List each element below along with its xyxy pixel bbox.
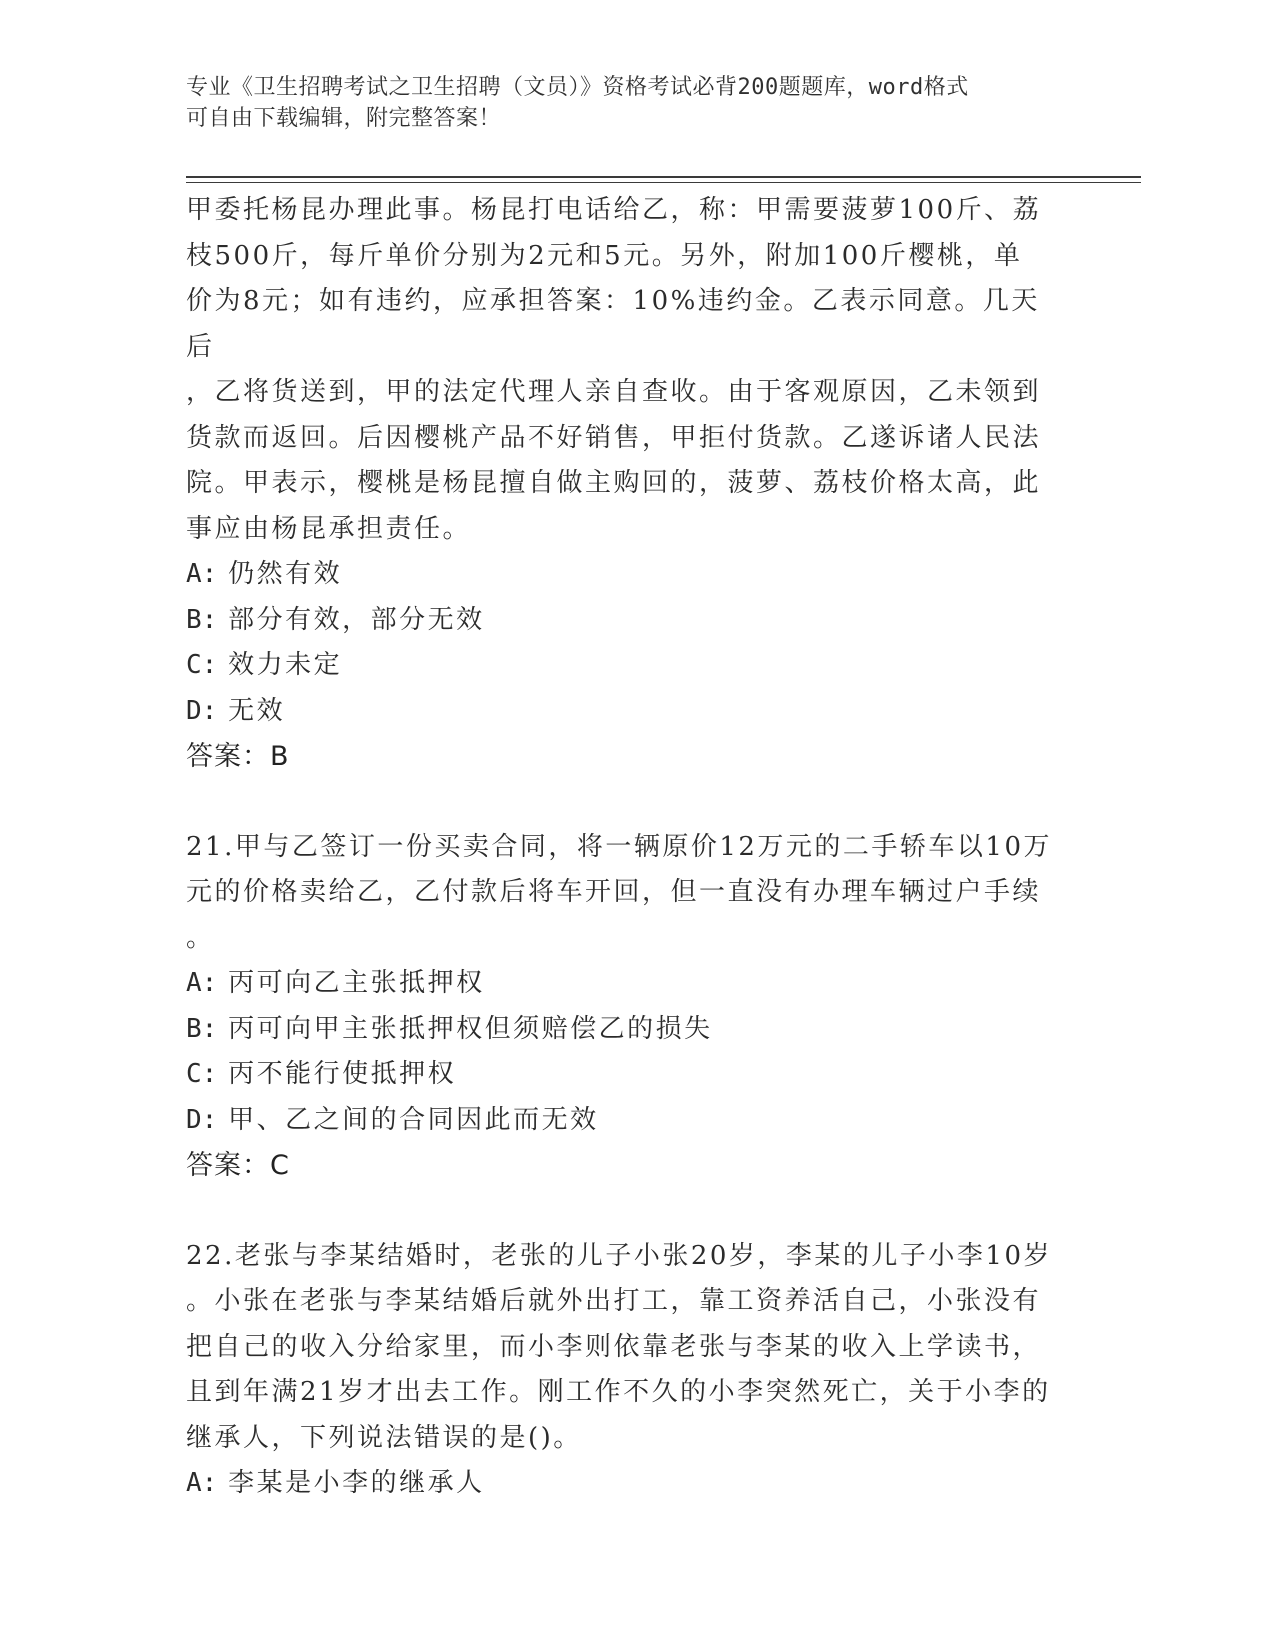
- question-stem-line: 枝500斤，每斤单价分别为2元和5元。另外，附加100斤樱桃，单: [186, 240, 1023, 271]
- option-b: B: 丙可向甲主张抵押权但须赔偿乙的损失: [186, 1013, 713, 1044]
- header-line-2: 可自由下载编辑，附完整答案！: [186, 106, 502, 131]
- option-a: A: 丙可向乙主张抵押权: [186, 968, 485, 998]
- option-a: A: 仍然有效: [186, 559, 343, 589]
- question-stem-line: 21.甲与乙签订一份买卖合同，将一辆原价12万元的二手轿车以10万: [186, 831, 1053, 862]
- question-stem-line: 。小张在老张与李某结婚后就外出打工，靠工资养活自己，小张没有: [186, 1286, 1042, 1316]
- question-stem-line: 货款而返回。后因樱桃产品不好销售，甲拒付货款。乙遂诉诸人民法: [186, 422, 1042, 453]
- question-block: [186, 1234, 1066, 1507]
- question-stem-line: 价为8元；如有违约，应承担答案：10%违约金。乙表示同意。几天后: [186, 286, 1040, 362]
- option-c: C: 丙不能行使抵押权: [186, 1059, 457, 1089]
- header-line-1: 专业《卫生招聘考试之卫生招聘（文员）》资格考试必背200题题库，word格式: [186, 75, 969, 100]
- document-header: [186, 72, 1066, 134]
- question-block: [186, 188, 1066, 780]
- question-stem-line: 继承人，下列说法错误的是()。: [186, 1422, 582, 1453]
- question-stem-line: 且到年满21岁才出去工作。刚工作不久的小李突然死亡，关于小李的: [186, 1377, 1051, 1407]
- option-d: D: 甲、乙之间的合同因此而无效: [186, 1104, 599, 1135]
- question-stem-line: 。: [186, 922, 215, 953]
- option-b: B: 部分有效，部分无效: [186, 604, 485, 635]
- question-stem-line: 事应由杨昆承担责任。: [186, 513, 472, 544]
- question-stem-line: 把自己的收入分给家里，而小李则依靠老张与李某的收入上学读书，: [186, 1331, 1042, 1362]
- question-block: [186, 825, 1066, 1189]
- answer-line: 答案：C: [186, 1150, 290, 1181]
- question-stem-line: 院。甲表示，樱桃是杨昆擅自做主购回的，菠萝、荔枝价格太高，此: [186, 468, 1042, 498]
- option-c: C: 效力未定: [186, 650, 343, 680]
- header-rule-thick: [186, 176, 1141, 178]
- option-d: D: 无效: [186, 695, 286, 726]
- question-stem-line: 22.老张与李某结婚时，老张的儿子小张20岁，李某的儿子小李10岁: [186, 1240, 1053, 1271]
- question-stem-line: ，乙将货送到，甲的法定代理人亲自查收。由于客观原因，乙未领到: [186, 377, 1042, 407]
- document-body: [186, 188, 1066, 1507]
- question-stem-line: 元的价格卖给乙，乙付款后将车开回，但一直没有办理车辆过户手续: [186, 877, 1042, 907]
- question-stem-line: 甲委托杨昆办理此事。杨昆打电话给乙，称：甲需要菠萝100斤、荔: [186, 195, 1042, 225]
- option-a: A: 李某是小李的继承人: [186, 1468, 485, 1498]
- answer-line: 答案：B: [186, 741, 290, 772]
- header-rule-thin: [186, 182, 1141, 183]
